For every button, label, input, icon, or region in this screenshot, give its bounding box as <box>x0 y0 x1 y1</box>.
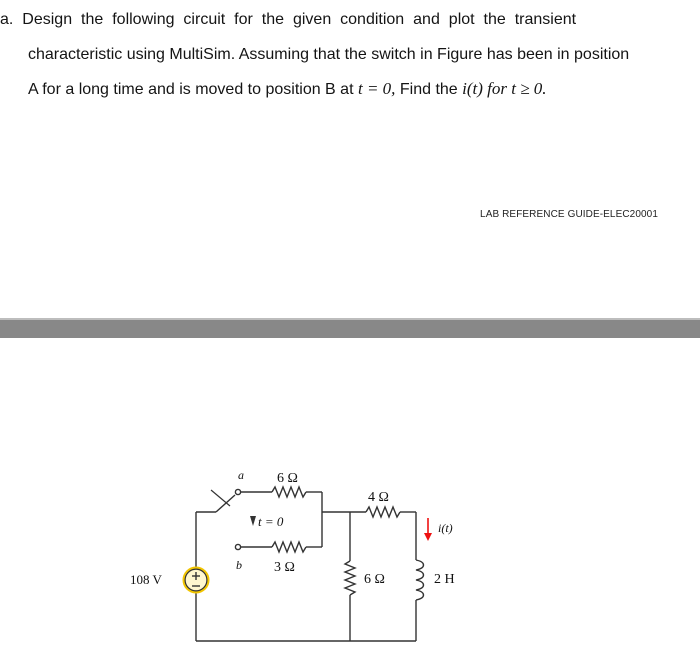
inductor <box>416 560 424 600</box>
current-arrow-head <box>424 533 432 541</box>
resistor-shunt <box>345 561 355 595</box>
node-a-label: a <box>238 468 244 482</box>
switch-actuator <box>211 490 230 506</box>
question-text-prefix: A for a long time and is moved to position B at <box>28 81 358 98</box>
inductor-label: 2 H <box>434 572 455 587</box>
question-line-1: a. Design the following circuit for the given condition and plot the transient <box>0 11 577 28</box>
resistor-series-label: 4 Ω <box>368 490 389 505</box>
source-label: 108 V <box>130 572 162 587</box>
circuit-diagram <box>0 340 700 661</box>
resistor-series <box>366 507 400 517</box>
question-line-2: characteristic using MultiSim. Assuming that the switch in Figure has been in position <box>28 46 630 63</box>
switch-terminal-b <box>235 544 240 549</box>
resistor-a <box>272 487 306 497</box>
question-text-middle: Find the <box>395 81 463 98</box>
math-i-of-t: i(t) for t ≥ 0. <box>462 79 547 98</box>
resistor-b <box>272 542 306 552</box>
section-divider <box>0 319 700 338</box>
resistor-b-label: 3 Ω <box>274 560 295 575</box>
math-t-equals-zero: t = 0, <box>357 79 396 98</box>
resistor-shunt-label: 6 Ω <box>364 572 385 587</box>
resistor-a-label: 6 Ω <box>277 471 298 486</box>
node-b-label: b <box>236 558 242 572</box>
current-label: i(t) <box>438 521 453 535</box>
lab-reference-label: LAB REFERENCE GUIDE-ELEC20001 <box>480 209 658 220</box>
switch-motion-arrow <box>250 516 256 526</box>
switch-terminal-a <box>235 489 240 494</box>
switch-time-label: t = 0 <box>258 514 284 529</box>
switch-blade <box>216 495 235 512</box>
question-line-3 <box>28 78 688 101</box>
